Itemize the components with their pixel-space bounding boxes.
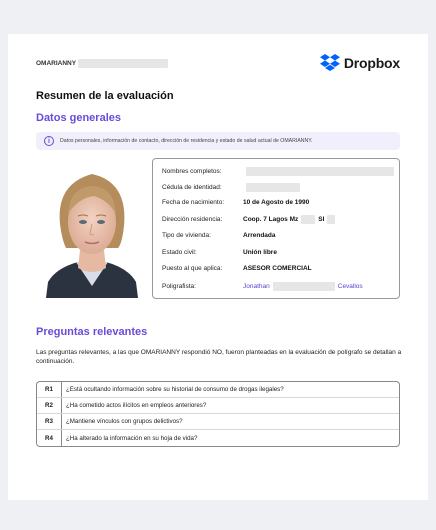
field-label: Fecha de nacimiento: bbox=[162, 199, 225, 206]
question-id: R2 bbox=[37, 398, 62, 413]
logo-text: Dropbox bbox=[343, 54, 400, 71]
field-value: ASESOR COMERCIAL bbox=[243, 265, 312, 272]
redacted-surname bbox=[78, 59, 168, 68]
personal-details-card bbox=[152, 158, 400, 299]
field-row-vivienda bbox=[162, 232, 276, 239]
dropbox-logo-icon bbox=[320, 54, 340, 71]
info-text: Datos personales, información de contacto, dirección de residencia y estado de salud actual de OMARIANNY. bbox=[60, 138, 313, 144]
questions-table bbox=[36, 381, 400, 447]
field-row-direccion bbox=[162, 215, 335, 224]
field-value: 10 de Agosto de 1990 bbox=[243, 199, 310, 206]
question-text: ¿Mantiene vínculos con grupos delictivos? bbox=[66, 418, 183, 425]
section-heading-preguntas: Preguntas relevantes bbox=[36, 326, 148, 338]
question-id: R1 bbox=[37, 382, 62, 397]
dropbox-logo bbox=[320, 54, 400, 71]
field-row-puesto bbox=[162, 265, 312, 272]
field-value: Arrendada bbox=[243, 232, 276, 239]
page-title: Resumen de la evaluación bbox=[36, 90, 174, 102]
info-icon: i bbox=[44, 136, 54, 146]
redacted-value bbox=[327, 215, 335, 224]
field-value bbox=[243, 167, 394, 176]
question-id: R3 bbox=[37, 414, 62, 429]
field-row-cedula bbox=[162, 183, 300, 192]
field-value: Coop. 7 Lagos Mz SI bbox=[243, 215, 335, 224]
field-label: Dirección residencia: bbox=[162, 216, 223, 223]
field-label: Poligrafista: bbox=[162, 283, 196, 290]
question-text: ¿Ha cometido actos ilícitos en empleos anteriores? bbox=[66, 402, 207, 409]
applicant-photo bbox=[36, 164, 148, 298]
redacted-value bbox=[273, 282, 335, 291]
field-value: Jonathan Cevallos bbox=[243, 283, 363, 290]
preguntas-intro: Las preguntas relevantes, a las que OMARIANNY respondió NO, fueron planteadas en la evaluación de polígrafo se detallan a continuación. bbox=[36, 349, 402, 365]
field-row-estado-civil bbox=[162, 249, 277, 256]
section-heading-datos: Datos generales bbox=[36, 112, 121, 124]
table-row bbox=[37, 414, 399, 430]
header-applicant-name: OMARIANNY bbox=[36, 59, 168, 68]
field-label: Cédula de identidad: bbox=[162, 184, 222, 191]
field-label: Nombres completos: bbox=[162, 168, 222, 175]
field-label: Estado civil: bbox=[162, 249, 197, 256]
info-banner bbox=[36, 132, 400, 150]
field-value bbox=[243, 183, 300, 192]
question-id: R4 bbox=[37, 430, 62, 446]
redacted-value bbox=[301, 215, 315, 224]
table-row bbox=[37, 430, 399, 446]
field-row-nombres bbox=[162, 167, 394, 176]
redacted-value bbox=[246, 167, 394, 176]
question-text: ¿Ha alterado la información en su hoja de vida? bbox=[66, 434, 198, 442]
question-text: ¿Está ocultando información sobre su historial de consumo de drogas ilegales? bbox=[66, 386, 284, 393]
table-row bbox=[37, 398, 399, 414]
field-row-fecha bbox=[162, 199, 309, 206]
report-page bbox=[8, 34, 428, 500]
redacted-value bbox=[246, 183, 300, 192]
field-label: Tipo de vivienda: bbox=[162, 232, 211, 239]
field-label: Puesto al que aplica: bbox=[162, 265, 223, 272]
field-value: Unión libre bbox=[243, 249, 277, 256]
field-row-poligrafista bbox=[162, 282, 363, 291]
table-row bbox=[37, 382, 399, 398]
